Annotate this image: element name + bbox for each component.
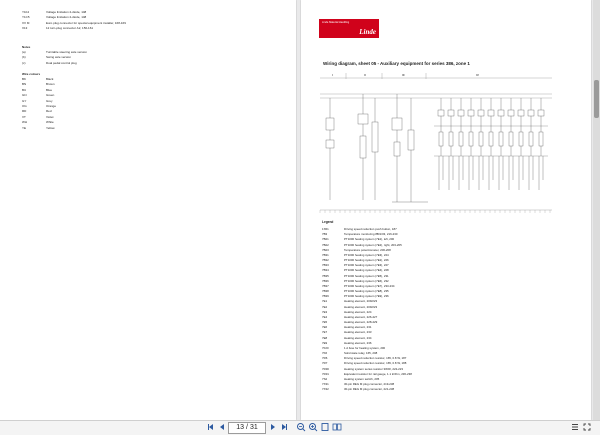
legend-code: 7B21	[322, 237, 329, 242]
legend-text: Temperature monitoring 8B/1/03, 216-230	[344, 232, 398, 237]
wire-colour-code: WH	[22, 120, 27, 125]
note-text: Turntable steering axle version	[46, 50, 87, 54]
legend-code: 7B33	[322, 263, 329, 268]
wire-colour-text: Blue	[46, 87, 53, 92]
logo-tagline: Linde Material Handling	[322, 21, 350, 24]
diagram-element	[539, 132, 543, 146]
fullscreen-icon[interactable]	[582, 422, 592, 433]
total-pages: 31	[249, 424, 258, 431]
note-text: Swing axle version	[46, 55, 72, 60]
legend-text: Heating element, 228-229	[344, 320, 378, 325]
menu-icon[interactable]	[570, 422, 580, 433]
legend-text: PT1000 heating system (7E9), 236	[344, 294, 389, 299]
legend-code: 7B36	[322, 278, 329, 283]
legend-text: PT1000 heating system (7E3), 224	[344, 252, 389, 257]
legend-code: 7B32	[322, 258, 329, 263]
first-page-icon[interactable]	[206, 422, 216, 433]
legend-code: 7B35	[322, 273, 329, 278]
legend-text: Heating element, 231	[344, 325, 372, 330]
device-code: Y1C5	[22, 15, 30, 20]
legend-code: 7B22	[322, 242, 329, 247]
device-text: Voltage limitation 2-diode, 148	[46, 15, 87, 20]
diagram-element	[448, 110, 454, 116]
wire-colour-text: Orange	[46, 104, 57, 109]
diagram-element	[488, 110, 494, 116]
note-code: (c)	[22, 60, 26, 65]
page-left	[0, 0, 296, 420]
legend-text: Heating element, 209/223	[344, 304, 378, 309]
zoom-out-icon[interactable]	[296, 422, 306, 433]
previous-page-icon[interactable]	[217, 422, 227, 433]
legend-text: Equivalent resistor for rail gauge, 1.1 kOhm, 236-238	[344, 371, 412, 376]
wire-colour-text: Black	[46, 77, 54, 81]
legend-text: Heating system switch, 205	[344, 376, 380, 381]
legend-code: 7K6	[322, 351, 328, 356]
wire-colour-code: OG	[22, 104, 27, 109]
legend-code: 7E1	[322, 299, 328, 304]
section-label-4: IV	[476, 73, 479, 77]
legend-code: 7R30	[322, 366, 329, 371]
legend-code: 7B34	[322, 268, 329, 273]
linde-logo	[319, 19, 379, 38]
legend-code: 7B39	[322, 294, 329, 299]
diagram-element	[529, 132, 533, 146]
wire-colour-text: Grey	[46, 98, 53, 103]
logo-brand: Linde	[359, 28, 376, 36]
legend-text: Heating element, 224	[344, 309, 372, 314]
device-code: Y1b4	[22, 10, 30, 14]
note-text: Dual pedal control plug	[46, 60, 77, 65]
legend-text: PT1000 heating system (7E7), 233-234	[344, 283, 395, 288]
wire-colours-list	[22, 77, 56, 131]
diagram-element	[438, 110, 444, 116]
legend-text: Heating element, 234	[344, 335, 372, 340]
legend-text: Heating element, 226-227	[344, 314, 378, 319]
legend-code: 7E6	[322, 325, 328, 330]
page-view-icon[interactable]	[332, 422, 342, 433]
wire-colour-code: BU	[22, 87, 27, 92]
next-page-icon[interactable]	[268, 422, 278, 433]
legend-code: 7B3	[322, 232, 328, 237]
page-separator: /	[246, 424, 248, 431]
device-list	[22, 10, 126, 32]
last-page-icon[interactable]	[279, 422, 289, 433]
diagram-element	[459, 132, 463, 146]
diagram-element	[528, 110, 534, 116]
wire-colour-text: White	[46, 120, 54, 125]
wire-colour-code: BN	[22, 82, 27, 87]
legend-text: PT1000 heating system (7E2), 226	[344, 258, 389, 263]
legend-text: PT1000 heating system (7E6), 232	[344, 278, 389, 283]
device-code: XV M	[22, 20, 30, 25]
note-code: (b)	[22, 55, 26, 60]
legend-code: 7S2	[322, 376, 328, 381]
legend-text: Driving speed reduction resistor, 165, 0.8 W, 188	[344, 361, 407, 366]
wire-colour-text: Yellow	[46, 125, 55, 130]
legend-text: PT1000 heating system (7E4), 228	[344, 268, 389, 273]
diagram-element	[439, 132, 443, 146]
note-row	[22, 61, 87, 66]
diagram-element	[469, 132, 473, 146]
device-text: Euro plug connector for special equipment installer, 168-169	[46, 20, 126, 25]
legend-code: 7R31	[322, 371, 329, 376]
wire-colour-code: RD	[22, 109, 27, 114]
zoom-in-icon[interactable]	[308, 422, 318, 433]
legend-code: 7E3	[322, 309, 328, 314]
wiring-diagram	[316, 70, 560, 218]
diagram-element	[508, 110, 514, 116]
legend-code: 7F20	[322, 345, 329, 350]
legend-code: 7B38	[322, 289, 329, 294]
legend-text: PT1000 heating system (7E2), right, 203-205	[344, 242, 402, 247]
device-code: X13	[22, 26, 28, 31]
wire-colour-code: BK	[22, 77, 27, 81]
section-label-3: III	[402, 73, 405, 77]
legend-text: Temperature potentiometer, 206-208	[344, 247, 391, 252]
legend-code: 7E4	[322, 314, 328, 319]
diagram-element	[478, 110, 484, 116]
legend-text: 1 A fuse for heating system, 200	[344, 345, 386, 350]
device-row	[22, 26, 126, 31]
legend-code: 7E7	[322, 330, 328, 335]
legend-title: Legend	[322, 220, 334, 224]
diagram-element	[509, 132, 513, 146]
device-text: 12 turn-plug connector A2, 156-161	[46, 26, 94, 31]
wire-colour-text: Green	[46, 93, 55, 98]
legend-code: 7X32	[322, 387, 329, 392]
legend-code: 7X31	[322, 382, 329, 387]
device-text: Voltage limitation 2-diode, 148	[46, 10, 87, 14]
legend-code: 7E5	[322, 320, 328, 325]
legend-text: Heating element, 209/223	[344, 299, 378, 304]
legend-text: Heating system series resistor 3W/R, 222-223	[344, 366, 403, 371]
section-label-1: I	[332, 73, 333, 77]
notes-list	[22, 50, 87, 66]
legend-text: Solid state relay, 165, 208	[344, 351, 378, 356]
diagram-element	[518, 110, 524, 116]
legend-text: Heating element, 236	[344, 340, 372, 345]
diagram-element	[489, 132, 493, 146]
legend-list	[322, 227, 412, 393]
legend-text: PT1000 heating system (7E5), 231	[344, 273, 389, 278]
diagram-element	[458, 110, 464, 116]
legend-code: 1S51	[322, 227, 329, 231]
scrollbar-thumb[interactable]	[594, 80, 599, 118]
wire-colour-code: GN	[22, 93, 27, 98]
note-code: (a)	[22, 50, 26, 54]
legend-code: 7R7	[322, 361, 328, 366]
legend-code: 7E9	[322, 340, 328, 345]
wire-colour-row	[22, 126, 56, 131]
legend-text: Heating element, 233	[344, 330, 372, 335]
wire-colour-text: Brown	[46, 82, 55, 87]
legend-code: 7B23	[322, 247, 329, 252]
legend-text: 30-pin REG M plug connector, 221-238	[344, 387, 395, 392]
legend-code: 7E8	[322, 335, 328, 340]
legend-text: 30-pin REG M plug connector, 219-238	[344, 382, 395, 387]
legend-code: 7B31	[322, 252, 329, 257]
diagram-element	[498, 110, 504, 116]
legend-code: 7B37	[322, 283, 329, 288]
wire-colours-heading: Wire colours	[22, 72, 41, 76]
page-title: Wiring diagram, sheet 05 - Auxiliary equipment for series 386, zone 1	[323, 61, 470, 66]
fit-page-icon[interactable]	[320, 422, 330, 433]
wire-colour-code: YE	[22, 125, 27, 130]
wire-colour-code: VT	[22, 114, 26, 119]
diagram-element	[449, 132, 453, 146]
legend-text: Driving speed reduction push button, 187	[344, 227, 397, 231]
wire-colour-text: Violet	[46, 114, 54, 119]
pdf-toolbar	[0, 420, 600, 435]
diagram-element	[479, 132, 483, 146]
wire-colour-code: GY	[22, 98, 27, 103]
legend-code: 7R6	[322, 356, 328, 361]
legend-text: Driving speed reduction resistor, 165, 0.8 W, 187	[344, 356, 407, 361]
current-page: 13	[236, 424, 245, 431]
notes-heading: Notes	[22, 45, 31, 49]
wire-colour-text: Red	[46, 109, 52, 114]
legend-text: PT1000 heating system (7E8), 235	[344, 289, 389, 294]
legend-text: PT1000 heating system (7E1), left, 200	[344, 237, 395, 242]
diagram-element	[538, 110, 544, 116]
vertical-scrollbar[interactable]	[593, 0, 600, 420]
legend-code: 7E2	[322, 304, 328, 309]
diagram-element	[499, 132, 503, 146]
page-number-field[interactable]	[228, 422, 266, 434]
diagram-element	[468, 110, 474, 116]
diagram-element	[519, 132, 523, 146]
legend-text: PT1000 heating system (7E3), 227	[344, 263, 389, 268]
legend-row	[322, 387, 412, 392]
section-label-2: II	[364, 73, 366, 77]
